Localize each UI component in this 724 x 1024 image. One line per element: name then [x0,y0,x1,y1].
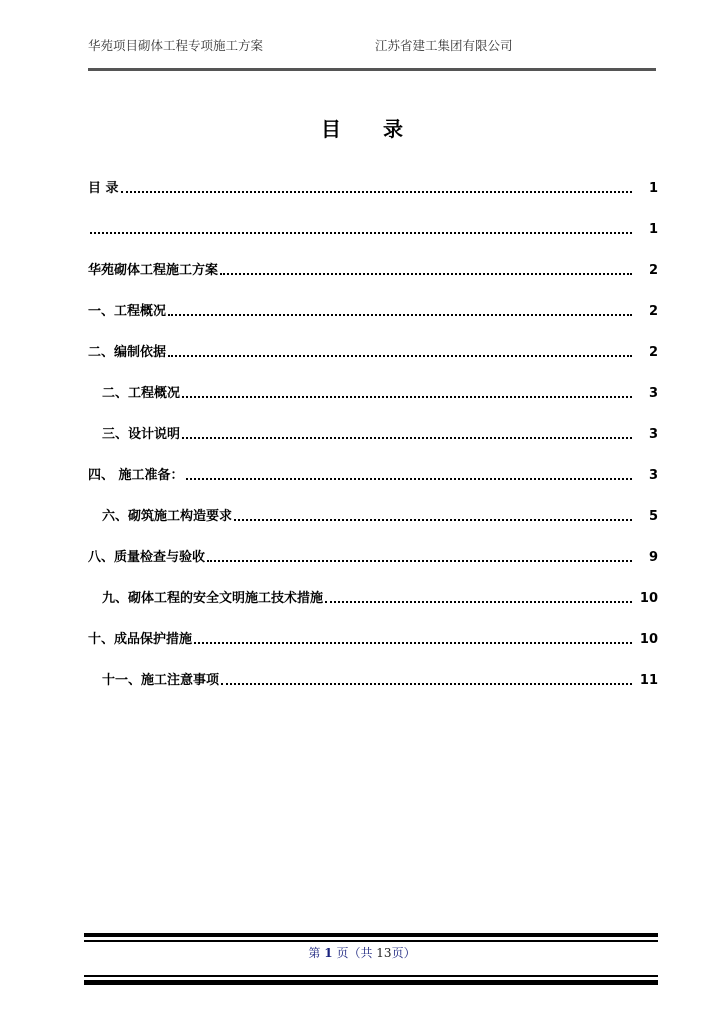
toc-entry[interactable] [88,463,658,483]
toc-entry[interactable] [88,545,658,565]
toc-entry[interactable] [88,217,658,237]
toc-entry-page: 1 [648,222,658,237]
toc-entry-label: 华苑砌体工程施工方案 [88,263,219,278]
toc-entry-label: 十、成品保护措施 [88,632,193,647]
toc-entry-page: 9 [648,550,658,565]
toc-leader-dots [168,344,632,360]
toc-leader-dots [221,672,632,688]
toc-entry-page: 10 [639,591,658,606]
footer-current-page: 1 [324,946,333,960]
header-company-name: 江苏省建工集团有限公司 [375,38,513,53]
toc-entry-page: 2 [648,263,658,278]
header-project-title: 华苑项目砌体工程专项施工方案 [88,38,264,53]
toc-leader-dots [186,467,632,483]
toc-entry-label: 三、设计说明 [102,427,181,442]
toc-entry-page: 1 [648,181,658,196]
toc-entry-page: 3 [648,427,658,442]
toc-entry[interactable] [88,668,658,688]
toc-entry-label: 八、质量检查与验收 [88,550,206,565]
footer-prefix: 第 [308,946,321,960]
toc-entry-label: 四、 施工准备： [88,468,184,483]
toc-entry-label: 一、工程概况 [88,304,167,319]
toc-leader-dots [182,385,632,401]
page-number-footer [0,944,724,961]
toc-entry-page: 10 [639,632,658,647]
toc-title-part1: 目 [321,117,341,141]
toc-leader-dots [168,303,632,319]
toc-entry-page: 2 [648,304,658,319]
toc-entry-page: 11 [639,673,658,688]
toc-leader-dots [207,549,632,565]
toc-entry-label: 目 录 [88,181,119,196]
toc-title [0,113,724,142]
toc-title-part2: 录 [383,117,403,141]
toc-leader-dots [182,426,632,442]
toc-entry[interactable] [88,176,658,196]
footer-suffix: 页） [391,946,416,960]
toc-entry-page: 3 [648,386,658,401]
toc-entry-page: 2 [648,345,658,360]
footer-total-pages: 13 [376,946,392,960]
toc-leader-dots [194,631,632,647]
toc-entry[interactable] [88,422,658,442]
toc-entry[interactable] [88,627,658,647]
toc-entry[interactable] [88,299,658,319]
toc-entry-label: 六、砌筑施工构造要求 [102,509,233,524]
toc-entry-page: 5 [648,509,658,524]
toc-entry[interactable] [88,586,658,606]
toc-leader-dots [234,508,632,524]
page-header [88,36,656,56]
toc-entry-label: 二、编制依据 [88,345,167,360]
toc-leader-dots [220,262,632,278]
toc-leader-dots [121,180,632,196]
toc-entry-label: 十一、施工注意事项 [102,673,220,688]
toc-entry-label: 九、砌体工程的安全文明施工技术措施 [102,591,324,606]
toc-entry[interactable] [88,381,658,401]
footer-bottom-rule [84,975,658,989]
toc-entry-label: 二、工程概况 [102,386,181,401]
header-divider [88,68,656,71]
toc-entry[interactable] [88,258,658,278]
toc-entry[interactable] [88,504,658,524]
toc-entry[interactable] [88,340,658,360]
toc-entry-page: 3 [648,468,658,483]
footer-middle: 页（共 [336,946,373,960]
toc-leader-dots [90,221,632,237]
toc-leader-dots [325,590,632,606]
